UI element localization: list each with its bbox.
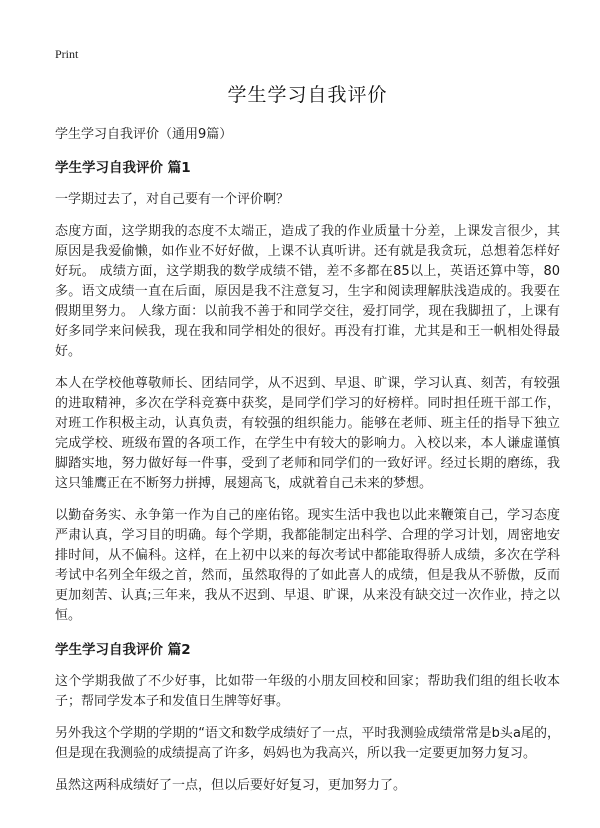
section-heading: 学生学习自我评价 篇2	[55, 642, 191, 658]
paragraph: 本人在学校他尊敬师长、团结同学，从不迟到、早退、旷课，学习认真、刻苦，有较强的进取精神，多次在学科竞赛中获奖，是同学们学习的好榜样。同时担任班干部工作，对班工作积极主动，认真负责，有较强的组织能力。能够在老师、班主任的指导下独立完成学校、班级布置的各项工作，在学生中有较大的影响力。入校以来，本人谦虚谨慎脚踏实地，努力做好每一件事，受到了老师和同学们的一致好评。经过长期的磨练，我这只雏鹰正在不断努力拼搏，展翅高飞，成就着自己未来的梦想。	[55, 376, 560, 491]
paragraph: 态度方面，这学期我的态度不太端正，造成了我的作业质量十分差，上课发言很少，其原因是我爱偷懒，如作业不好好做，上课不认真听讲。还有就是我贪玩，总想着怎样好好玩。 成绩方面，这学期我的数学成绩不错，差不多都在85以上，英语还算中等，80多。语文成绩一直在后面，原因是我不注意复习，生字和阅读理解肤浅造成的。我要在假期里努力。 人缘方面：以前我不善于和同学交往，爱打同学，现在我脚扭了，上课有好多同学来问候我，现在我和同学相处的很好。再没有打谁，尤其是和王一帆相处得最好。	[55, 224, 560, 359]
section-2	[55, 640, 560, 796]
paragraph: 这个学期我做了不少好事，比如带一年级的小朋友回校和回家；帮助我们组的组长收本子；帮同学发本子和发值日生牌等好事。	[55, 674, 560, 709]
print-link[interactable]: Print	[55, 47, 79, 61]
paragraph: 虽然这两科成绩好了一点，但以后要好好复习，更加努力了。	[55, 778, 407, 793]
section-heading: 学生学习自我评价 篇1	[55, 160, 191, 176]
paragraph: 另外我这个学期的学期的“语文和数学成绩好了一点，平时我测验成绩常常是b头a尾的，但是现在我测验的成绩提高了许多，妈妈也为我高兴，所以我一定要更加努力复习。	[55, 726, 560, 761]
page-title: 学生学习自我评价	[227, 84, 388, 106]
section-1	[55, 158, 560, 626]
paragraph: 一学期过去了，对自己要有一个评价啊？	[55, 192, 290, 207]
paragraph: 以勤奋务实、永争第一作为自己的座佑铭。现实生活中我也以此来鞭策自己，学习态度严肃认真，学习目的明确。每个学期，我都能制定出科学、合理的学习计划，周密地安排时间，从不偏科。这样，在上初中以来的每次考试中都能取得骄人成绩，多次在学科考试中名列全年级之首，然而，虽然取得的了如此喜人的成绩，但是我从不骄傲，反而更加刻苦、认真;三年来，我从不迟到、早退、旷课，从来没有缺交过一次作业，持之以恒。	[55, 508, 560, 623]
document-subtitle: 学生学习自我评价（通用9篇）	[55, 127, 233, 142]
